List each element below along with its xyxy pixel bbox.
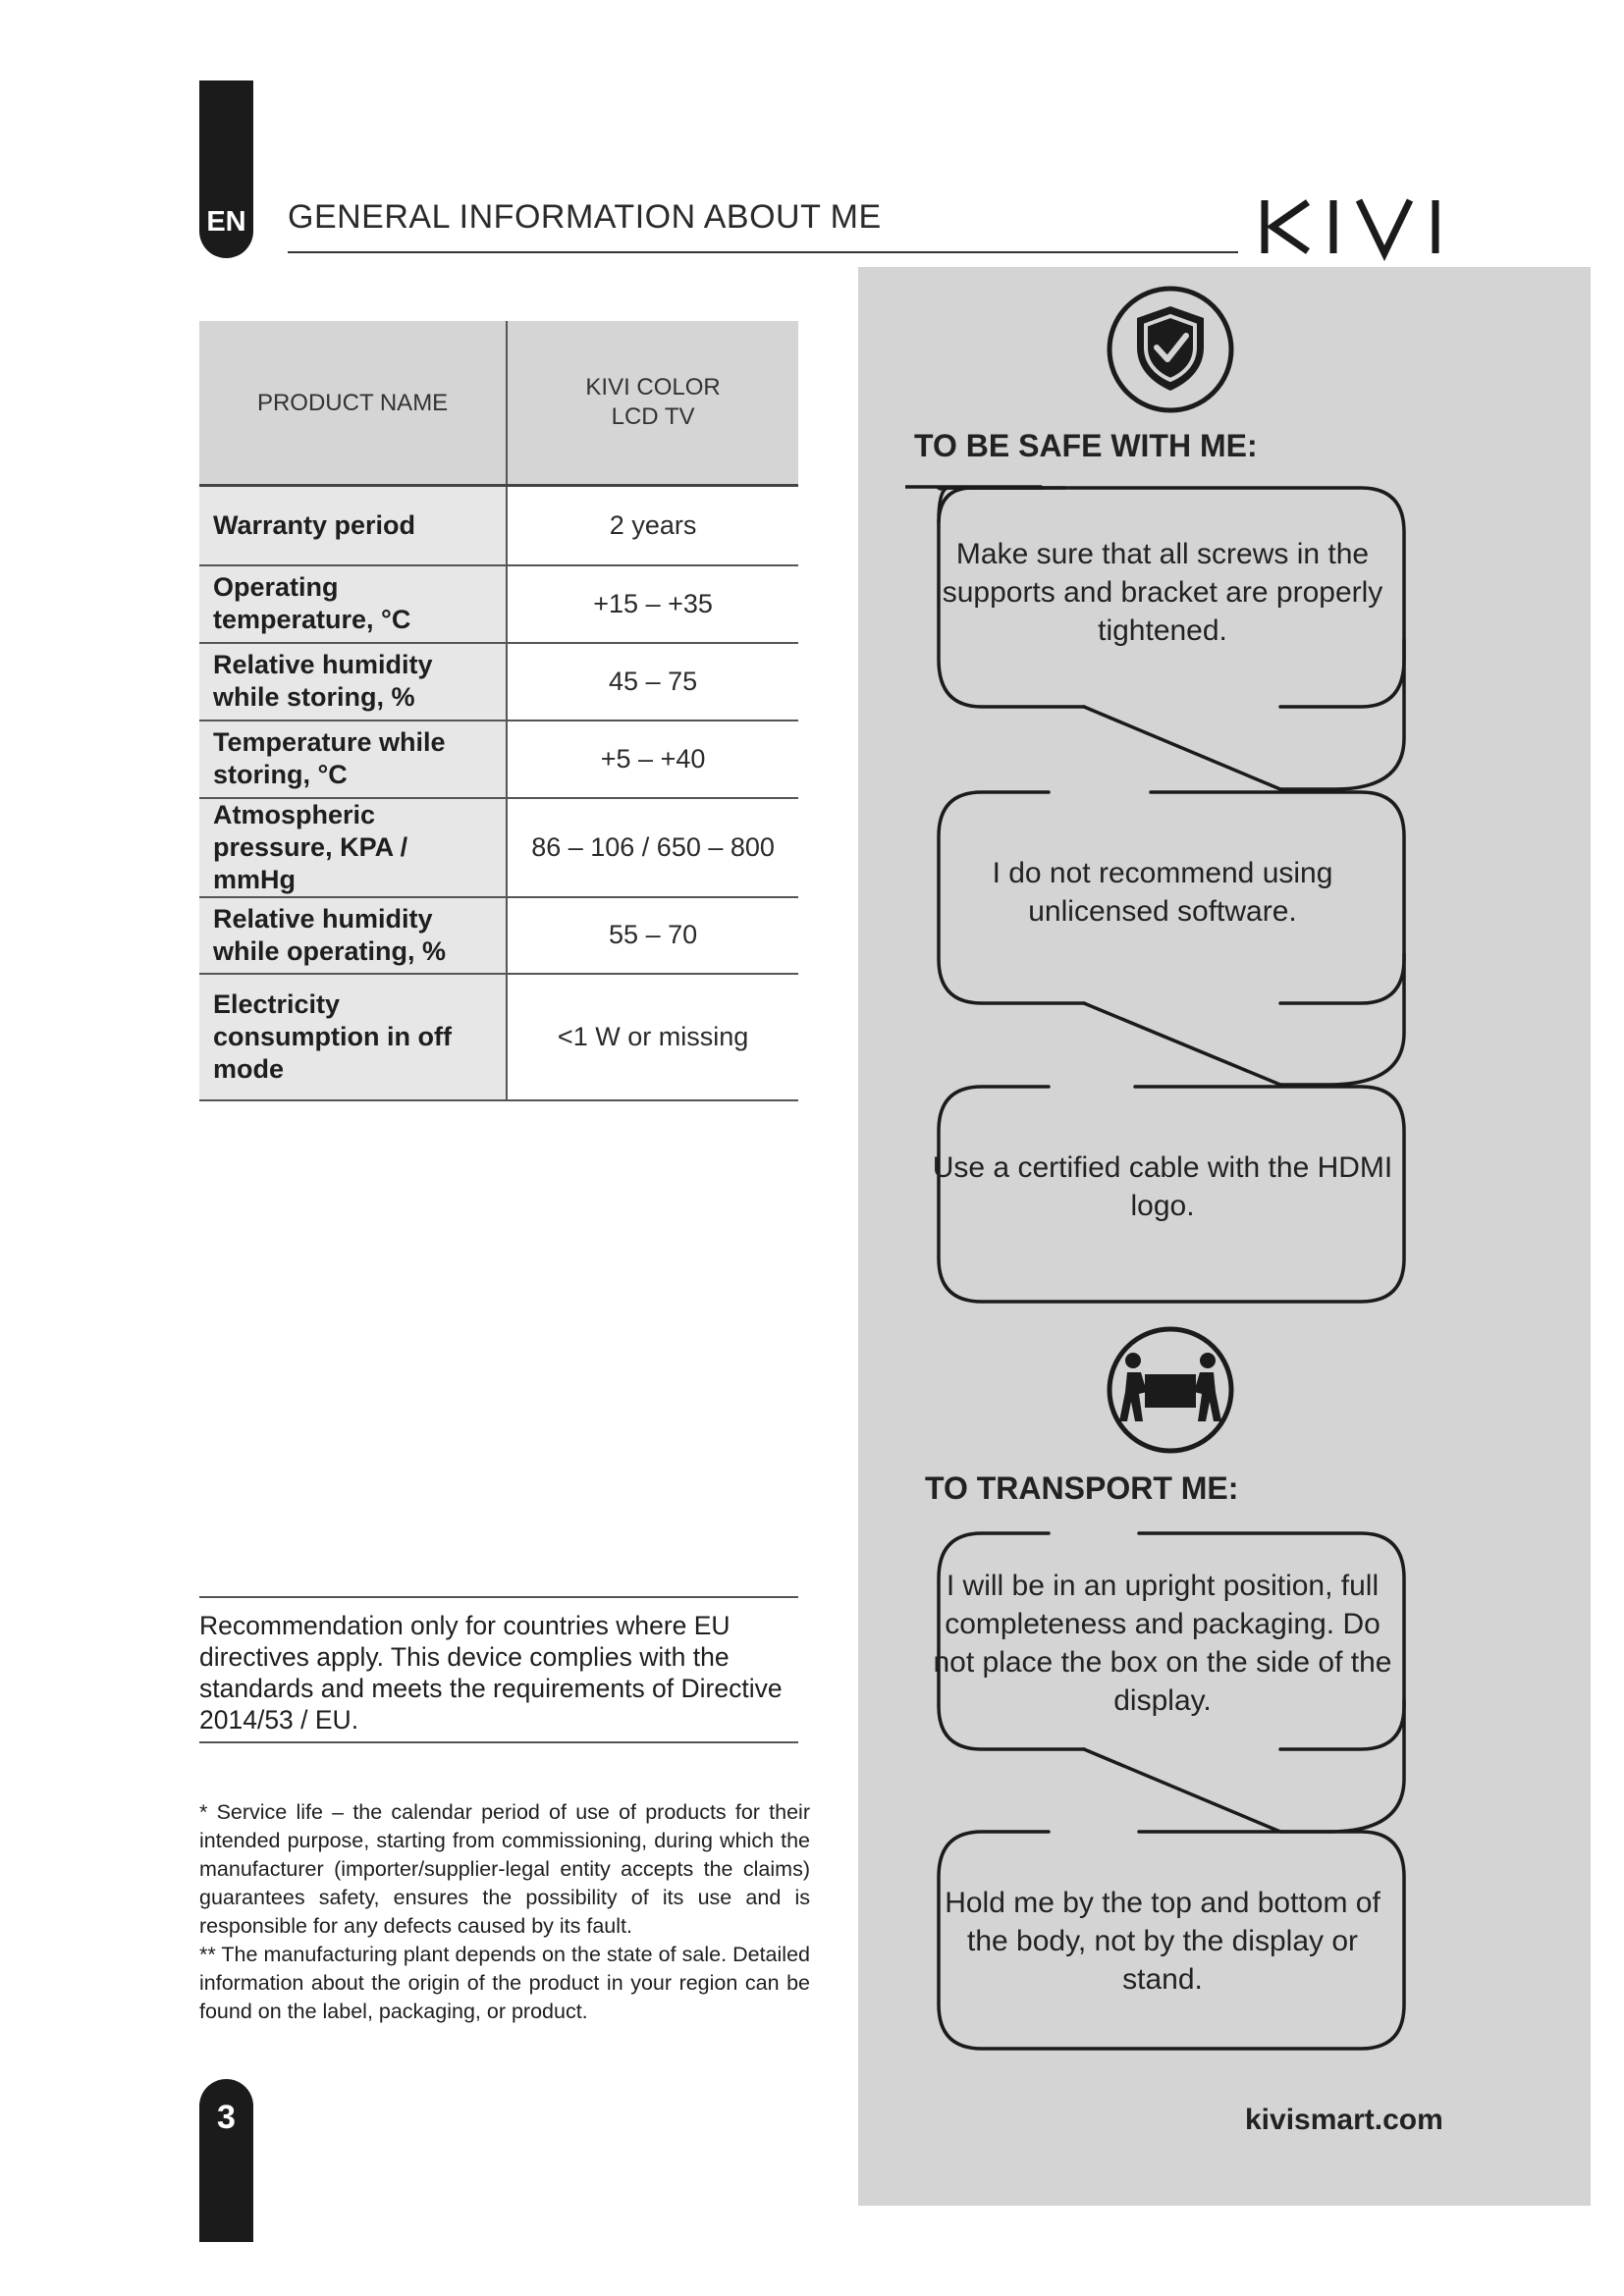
transport-tip: I will be in an upright position, full completeness and packaging. Do not place the box on the side of the display. [933,1570,1392,1717]
safety-title: TO BE SAFE WITH ME: [914,428,1258,463]
table-row [199,798,798,897]
row-value: 86 – 106 / 650 – 800 [507,798,798,897]
header-product-model [507,321,798,486]
row-label: Electricity consumption in off mode [199,974,507,1100]
row-value: +5 – +40 [507,721,798,798]
table-row [199,721,798,798]
row-label: Relative humidity while operating, % [199,897,507,974]
recommendation-bottom-rule [199,1741,798,1743]
website-link[interactable]: kivismart.com [1245,2104,1443,2136]
transport-title: TO TRANSPORT ME: [925,1470,1239,1506]
page-number: 3 [217,2099,236,2136]
recommendation-text: Recommendation only for countries where EU directives apply. This device complies with the standards and meets the requirements of Directive 2014/53 / EU. [199,1611,783,1735]
header-product-name: PRODUCT NAME [199,321,507,486]
header-divider [288,251,1238,253]
row-value: 2 years [507,486,798,565]
row-label: Temperature while storing, °C [199,721,507,798]
kivi-logo [1257,192,1453,261]
header-model-line2: LCD TV [611,403,695,430]
table-header-row [199,321,798,486]
table-row [199,974,798,1100]
specification-table [199,321,798,1101]
footnotes [199,1798,810,2026]
row-value: 45 – 75 [507,643,798,721]
row-value: 55 – 70 [507,897,798,974]
row-label: Atmospheric pressure, KPA / mmHg [199,798,507,897]
row-label: Relative humidity while storing, % [199,643,507,721]
safety-tip: I do not recommend using unlicensed software. [992,857,1333,928]
row-value: <1 W or missing [507,974,798,1100]
footnote-service-life: * Service life – the calendar period of use of products for their intended purpose, starting from commissioning, during which the manufacturer (importer/supplier-legal entity accepts the claims) guarantees safety, ensures the possibility of its use and is responsible for any defects caused by its fault. [199,1800,810,1938]
footnote-manufacturing: ** The manufacturing plant depends on the state of sale. Detailed information about the origin of the product in your region can be found on the label, packaging, or product. [199,1943,810,2023]
recommendation-top-rule [199,1596,798,1598]
row-value: +15 – +35 [507,565,798,643]
row-label: Operating temperature, °C [199,565,507,643]
safety-tip: Use a certified cable with the HDMI logo. [932,1151,1393,1222]
table-row [199,643,798,721]
header-model-line1: KIVI COLOR [585,374,721,400]
table-row [199,486,798,565]
row-label: Warranty period [199,486,507,565]
transport-tip: Hold me by the top and bottom of the body, not by the display or stand. [945,1887,1380,1996]
safety-tip: Make sure that all screws in the supports and bracket are properly tightened. [942,538,1383,647]
table-row [199,565,798,643]
page-title: GENERAL INFORMATION ABOUT ME [288,198,882,236]
table-row [199,897,798,974]
language-label: EN [206,206,246,238]
